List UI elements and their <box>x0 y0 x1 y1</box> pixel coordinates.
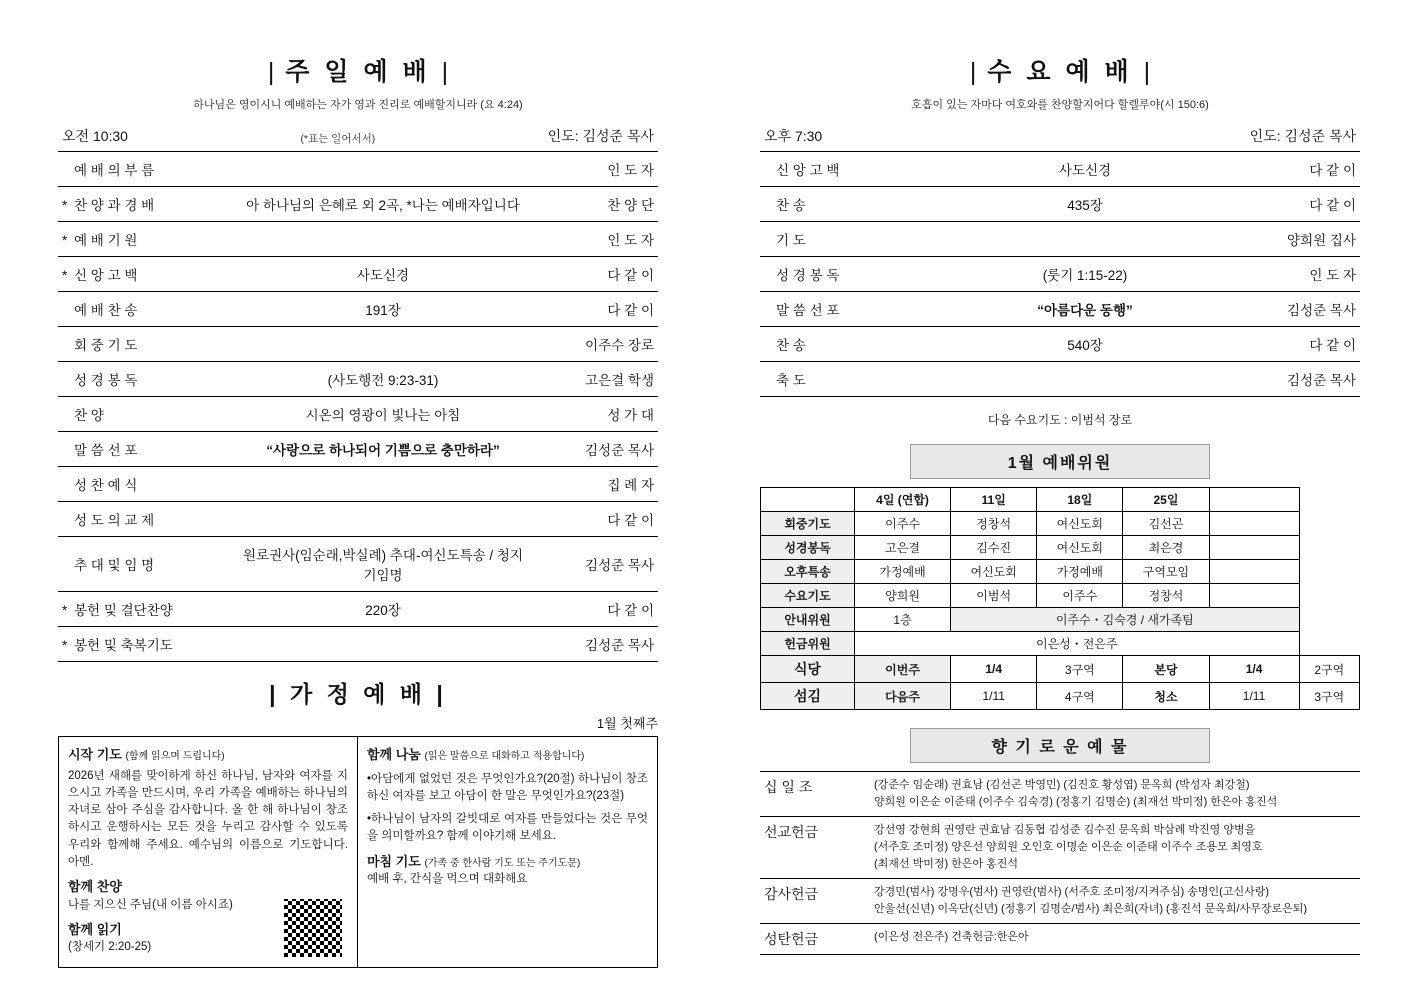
wednesday-title: | 수 요 예 배 | <box>969 58 1151 86</box>
offering-names: 강경민(범사) 강명우(범사) 권영란(범사) (서주호 조미정/지켜주심) 송명인(고신사랑) 안울선(신년) 이옥단(신년) (정홍기 김명순/범사) 최은희(자녀) (홍진석 문옥희/사무장로은퇴) <box>874 886 1307 916</box>
table-cell: 1/4 <box>1209 656 1299 683</box>
column-header <box>761 488 855 512</box>
table-row <box>760 187 1360 222</box>
table-cell: 3구역 <box>1037 656 1123 683</box>
order-item-detail: “사랑으로 하나되어 기쁨으로 충만하라” <box>233 432 533 467</box>
order-item-name: 회 중 기 도 <box>58 327 233 362</box>
order-item-name: 말 씀 선 포 <box>58 432 233 467</box>
table-cell <box>1209 584 1299 608</box>
order-item-detail <box>935 222 1235 257</box>
table-cell: 1/11 <box>951 683 1037 710</box>
order-item-name: * 찬 양 과 경 배 <box>58 187 233 222</box>
table-row <box>58 397 658 432</box>
order-item-name: 축 도 <box>760 362 935 397</box>
row-subheader: 이번주 <box>855 656 951 683</box>
order-item-name: 예 배 의 부 름 <box>58 152 233 187</box>
sunday-title: | 주 일 예 배 | <box>267 58 449 86</box>
order-item-person: 다 같 이 <box>533 592 658 627</box>
wednesday-service-section <box>760 52 1360 955</box>
column-header: 25일 <box>1123 488 1209 512</box>
home-worship-box <box>58 736 658 968</box>
order-item-detail: 191장 <box>233 292 533 327</box>
offering-names: (강준수 임순래) 권효남 (김선곤 박영민) (김진호 황성엽) 문옥희 (박성자 최강철) 양희원 이은순 이준태 (이주수 김숙경) (정홍기 김명순) (최재선 박미정) 한은아 홍진석 <box>874 779 1278 809</box>
order-item-person: 찬 양 단 <box>533 187 658 222</box>
table-row <box>58 152 658 187</box>
home-start-prayer-text: 2026년 새해를 맞이하게 하신 하나님, 남자와 여자를 지으시고 가족을 만드시며, 우리 가족을 예배하는 하나님의 자녀로 삼아 주심을 감사합니다. 올 한 해 하나님이 창조하시고 운행하시는 모든 것을 누리고 감사할 수 있도록 우리와 함께해 주세요. 예수님의 이름으로 기도합니다. 아멘. <box>68 769 348 868</box>
table-cell: 4구역 <box>1037 683 1123 710</box>
table-cell: 1층 <box>855 608 951 632</box>
order-item-name: 추 대 및 임 명 <box>58 537 233 592</box>
qr-code-icon <box>284 899 342 957</box>
column-header <box>1209 488 1299 512</box>
row-header: 성경봉독 <box>761 536 855 560</box>
table-row <box>760 152 1360 187</box>
home-reading-text: (창세기 2:20-25) <box>68 941 152 954</box>
row-header: 회중기도 <box>761 512 855 536</box>
committee-band: 1월 예배위원 <box>910 444 1210 479</box>
row-subheader: 다음주 <box>855 683 951 710</box>
table-row <box>58 327 658 362</box>
order-item-person: 다 같 이 <box>1235 187 1360 222</box>
table-cell: 김수진 <box>951 536 1037 560</box>
table-row <box>58 432 658 467</box>
wednesday-order-table <box>760 151 1360 397</box>
order-item-name: 성 경 봉 독 <box>58 362 233 397</box>
order-item-detail <box>233 467 533 502</box>
row-header: 수요기도 <box>761 584 855 608</box>
home-worship-left <box>59 737 358 967</box>
sunday-verse: 하나님은 영이시니 예배하는 자가 영과 진리로 예배할지니라 (요 4:24) <box>193 99 523 111</box>
table-cell: 이범석 <box>951 584 1037 608</box>
wednesday-meta <box>760 126 1360 146</box>
table-row <box>760 817 1360 879</box>
order-item-person: 다 같 이 <box>533 292 658 327</box>
table-cell <box>1209 512 1299 536</box>
table-row <box>760 362 1360 397</box>
table-cell: 가정예배 <box>1037 560 1123 584</box>
sunday-service-section <box>58 52 658 968</box>
order-item-name: 찬 송 <box>760 187 935 222</box>
home-share-q2: •하나님이 남자의 갈빗대로 여자를 만들었다는 것은 무엇을 의미할까요? 함께 이야기해 보세요. <box>367 813 648 843</box>
table-row <box>58 257 658 292</box>
sunday-time: 오전 10:30 <box>62 128 128 144</box>
table-cell: 2구역 <box>1299 656 1359 683</box>
table-row <box>58 537 658 592</box>
table-row <box>761 632 1360 656</box>
column-header: 18일 <box>1037 488 1123 512</box>
order-item-detail: 435장 <box>935 187 1235 222</box>
table-cell <box>1209 560 1299 584</box>
table-row <box>58 187 658 222</box>
order-item-person: 인 도 자 <box>533 222 658 257</box>
order-item-person: 이주수 장로 <box>533 327 658 362</box>
order-item-detail: (룻기 1:15-22) <box>935 257 1235 292</box>
home-worship-right <box>358 737 657 967</box>
sunday-note: (*표는 일어서서) <box>300 133 376 145</box>
table-row <box>761 512 1360 536</box>
table-row <box>58 627 658 662</box>
table-cell: 1/11 <box>1209 683 1299 710</box>
sunday-meta <box>58 126 658 146</box>
order-item-name: * 신 앙 고 백 <box>58 257 233 292</box>
order-item-detail: “아름다운 동행” <box>935 292 1235 327</box>
table-cell: 1/4 <box>951 656 1037 683</box>
table-cell: 이주수 <box>1037 584 1123 608</box>
order-item-name: 예 배 찬 송 <box>58 292 233 327</box>
home-share-q1: •아담에게 없었던 것은 무엇인가요?(20절) 하나님이 창조하신 여자를 보고 아담이 한 말은 무엇인가요?(23절) <box>367 772 648 802</box>
offering-type: 십 일 조 <box>764 779 813 795</box>
wednesday-time: 오후 7:30 <box>764 128 823 144</box>
order-item-person: 다 같 이 <box>533 502 658 537</box>
order-item-person: 집 례 자 <box>533 467 658 502</box>
table-row <box>761 608 1360 632</box>
order-item-name: * 봉헌 및 축복기도 <box>58 627 233 662</box>
order-item-name: 기 도 <box>760 222 935 257</box>
order-item-detail: 540장 <box>935 327 1235 362</box>
table-cell: 여신도회 <box>1037 512 1123 536</box>
home-start-prayer-heading: 시작 기도 (함께 읽으며 드립니다) <box>68 747 225 762</box>
table-cell: 고은결 <box>855 536 951 560</box>
sunday-leader: 인도: 김성준 목사 <box>547 128 654 144</box>
table-cell: 최은경 <box>1123 536 1209 560</box>
order-item-person: 양희원 집사 <box>1235 222 1360 257</box>
table-cell: 가정예배 <box>855 560 951 584</box>
column-header: 11일 <box>951 488 1037 512</box>
order-item-person: 김성준 목사 <box>533 627 658 662</box>
table-row <box>58 292 658 327</box>
home-closing-prayer-heading: 마침 기도 (가족 중 한사람 기도 또는 주기도문) <box>367 853 581 869</box>
home-worship-title: | 가 정 예 배 | <box>269 681 447 707</box>
offering-type: 성탄헌금 <box>764 931 819 948</box>
row-header: 오후특송 <box>761 560 855 584</box>
row-header: 헌금위원 <box>761 632 855 656</box>
order-item-detail <box>233 627 533 662</box>
offering-type: 선교헌금 <box>764 824 819 841</box>
home-reading-heading: 함께 읽기 <box>68 921 122 937</box>
column-header: 4일 (연합) <box>855 488 951 512</box>
next-wednesday-prayer: 다음 수요기도 : 이범석 장로 <box>987 413 1133 427</box>
table-cell: 김선곤 <box>1123 512 1209 536</box>
table-cell: 청소 <box>1123 683 1209 710</box>
order-item-person: 김성준 목사 <box>1235 362 1360 397</box>
order-item-name: 신 앙 고 백 <box>760 152 935 187</box>
table-row <box>58 467 658 502</box>
table-row <box>760 924 1360 955</box>
order-item-name: 찬 양 <box>58 397 233 432</box>
order-item-person: 성 가 대 <box>533 397 658 432</box>
table-cell: 이주수 <box>855 512 951 536</box>
offering-type: 감사헌금 <box>764 886 819 903</box>
order-item-detail: 시온의 영광이 빛나는 아침 <box>233 397 533 432</box>
offering-names: (이은성 전은주) 건축헌금:한은아 <box>874 931 1029 944</box>
table-cell: 여신도회 <box>951 560 1037 584</box>
table-row <box>761 584 1360 608</box>
order-item-person: 김성준 목사 <box>1235 292 1360 327</box>
order-item-name: 찬 송 <box>760 327 935 362</box>
order-item-name: 성 찬 예 식 <box>58 467 233 502</box>
row-header: 안내위원 <box>761 608 855 632</box>
home-worship-week: 1월 첫째주 <box>596 716 658 731</box>
table-row <box>760 327 1360 362</box>
table-cell: 여신도회 <box>1037 536 1123 560</box>
order-item-person: 다 같 이 <box>1235 327 1360 362</box>
table-row <box>761 560 1360 584</box>
table-row <box>760 292 1360 327</box>
order-item-person: 김성준 목사 <box>533 432 658 467</box>
table-row <box>58 222 658 257</box>
table-row <box>760 222 1360 257</box>
table-cell: 이주수・김숙경 / 새가족팀 <box>951 608 1299 632</box>
wednesday-leader: 인도: 김성준 목사 <box>1249 128 1356 144</box>
offerings-table <box>760 771 1360 955</box>
order-item-detail <box>233 327 533 362</box>
committee-table <box>760 487 1360 710</box>
offering-names: 강선영 강현희 권영란 권효남 김동협 김성준 김수진 문옥희 박삼례 박진영 양병을 (서주호 조미정) 양은선 양희원 오인호 이명순 이은순 이준태 이주수 조용모 최영호 (최재선 박미정) 한은아 홍진석 <box>874 824 1263 871</box>
sunday-order-table <box>58 151 658 662</box>
table-cell: 정창석 <box>1123 584 1209 608</box>
offerings-band: 향 기 로 운 예 물 <box>910 728 1210 763</box>
table-cell <box>1209 536 1299 560</box>
table-row <box>761 536 1360 560</box>
order-item-detail <box>233 152 533 187</box>
order-item-person: 고은결 학생 <box>533 362 658 397</box>
order-item-person: 김성준 목사 <box>533 537 658 592</box>
table-row <box>761 683 1360 710</box>
order-item-person: 다 같 이 <box>1235 152 1360 187</box>
table-cell: 3구역 <box>1299 683 1359 710</box>
row-header: 섬김 <box>761 683 855 710</box>
order-item-detail <box>233 222 533 257</box>
order-item-detail: 아 하나님의 은혜로 외 2곡, *나는 예배자입니다 <box>233 187 533 222</box>
table-cell: 구역모임 <box>1123 560 1209 584</box>
order-item-person: 인 도 자 <box>533 152 658 187</box>
order-item-detail: (사도행전 9:23-31) <box>233 362 533 397</box>
home-praise-heading: 함께 찬양 <box>68 879 122 894</box>
order-item-name: 성 도 의 교 제 <box>58 502 233 537</box>
table-cell: 이은성・전은주 <box>855 632 1300 656</box>
table-row <box>760 879 1360 924</box>
order-item-detail: 사도신경 <box>935 152 1235 187</box>
row-header: 식당 <box>761 656 855 683</box>
table-row <box>761 656 1360 683</box>
table-row <box>58 502 658 537</box>
order-item-detail: 220장 <box>233 592 533 627</box>
table-cell: 양희원 <box>855 584 951 608</box>
home-closing-prayer-text: 예배 후, 간식을 먹으며 대화해요 <box>367 873 528 885</box>
order-item-person: 다 같 이 <box>533 257 658 292</box>
order-item-name: * 예 배 기 원 <box>58 222 233 257</box>
table-row <box>760 257 1360 292</box>
home-share-heading: 함께 나눔 (읽은 말씀으로 대화하고 적용합니다) <box>367 747 585 762</box>
order-item-name: * 봉헌 및 결단찬양 <box>58 592 233 627</box>
order-item-detail: 원로권사(임순래,박실례) 추대-여신도특송 / 청지기임명 <box>233 537 533 592</box>
table-row <box>760 772 1360 817</box>
order-item-person: 인 도 자 <box>1235 257 1360 292</box>
order-item-detail: 사도신경 <box>233 257 533 292</box>
home-praise-song: 나를 지으신 주님(내 이름 아시죠) <box>68 898 233 911</box>
order-item-name: 말 씀 선 포 <box>760 292 935 327</box>
table-cell: 정창석 <box>951 512 1037 536</box>
table-row <box>58 362 658 397</box>
order-item-detail <box>935 362 1235 397</box>
table-cell: 본당 <box>1123 656 1209 683</box>
table-row <box>58 592 658 627</box>
wednesday-verse: 호흡이 있는 자마다 여호와를 찬양할지어다 할렐루야(시 150:6) <box>911 99 1209 111</box>
order-item-name: 성 경 봉 독 <box>760 257 935 292</box>
order-item-detail <box>233 502 533 537</box>
